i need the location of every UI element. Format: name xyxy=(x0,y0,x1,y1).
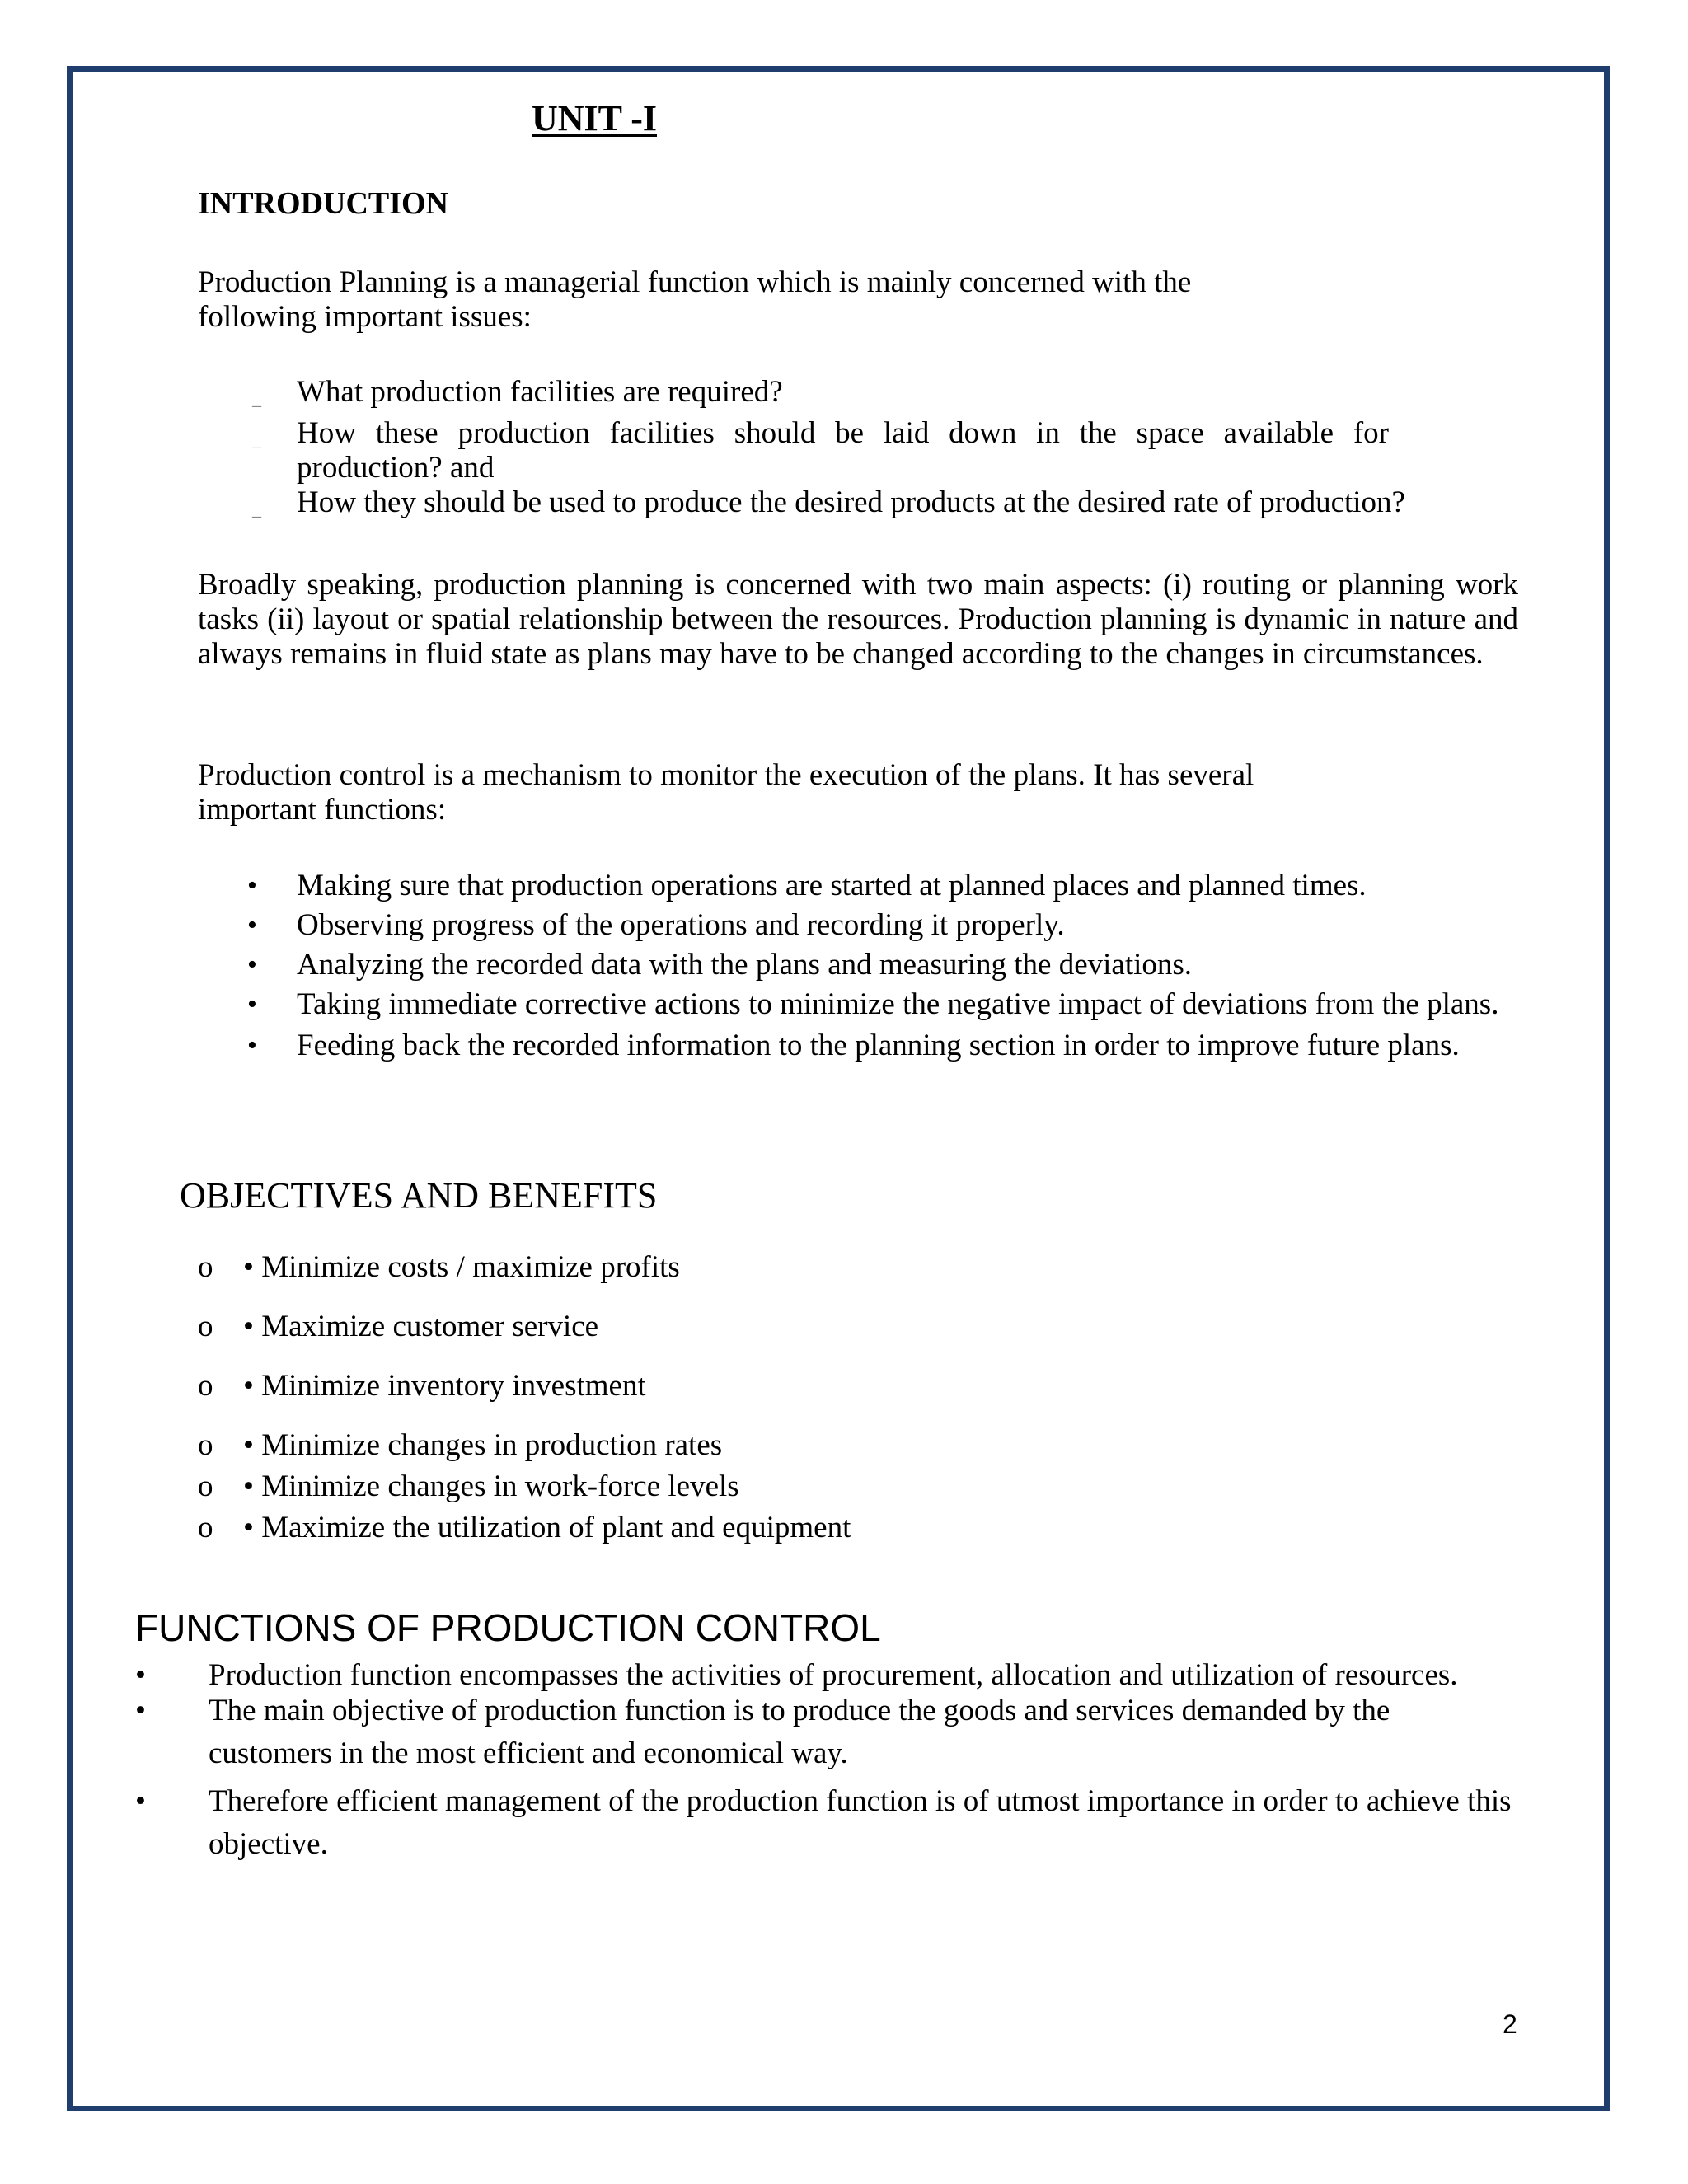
bullet-marker: • xyxy=(247,870,257,901)
circle-marker: o xyxy=(198,1310,213,1343)
list-item: • Analyzing the recorded data with the plans and measuring the deviations. xyxy=(247,948,1193,982)
dash-marker: _ xyxy=(252,499,261,519)
bullet-marker: • xyxy=(135,1658,146,1692)
bullet-marker: • xyxy=(247,949,257,980)
intro-paragraph-2: Broadly speaking, production planning is concerned with two main aspects: (i) routing or planning work tasks (ii) layout or spatial relationship between the resources. Production planning is dynamic in nature and always remains in fluid state as plans may have to be changed according to the changes in circumstances. xyxy=(198,568,1518,671)
dash-marker: _ xyxy=(252,388,261,409)
introduction-heading: INTRODUCTION xyxy=(198,186,449,221)
unit-title: UNIT -I xyxy=(532,98,658,138)
circle-marker: o xyxy=(198,1511,213,1544)
list-item: _ What production facilities are required? xyxy=(198,375,1500,410)
bullet-marker: • xyxy=(247,989,257,1019)
list-item: • Feeding back the recorded information to the planning section in order to improve future plans. xyxy=(247,1029,1460,1062)
list-item: o • Minimize costs / maximize profits xyxy=(198,1250,680,1284)
objectives-heading: OBJECTIVES AND BENEFITS xyxy=(180,1175,658,1216)
dash-marker: _ xyxy=(252,429,261,450)
list-item: o • Maximize customer service xyxy=(198,1310,599,1343)
list-item: • The main objective of production function is to produce the goods and services demanded by the customers in the most efficient and economical way. xyxy=(135,1690,1586,1775)
list-item: • Taking immediate corrective actions to minimize the negative impact of deviations from the plans. xyxy=(247,987,1499,1021)
list-item: _ How these production facilities should be laid down in the space available for production? and xyxy=(252,416,1389,485)
circle-marker: o xyxy=(198,1250,213,1284)
circle-marker: o xyxy=(198,1369,213,1403)
list-item: o • Minimize inventory investment xyxy=(198,1369,646,1403)
list-item: • Making sure that production operations are started at planned places and planned times. xyxy=(247,869,1367,902)
functions-heading: FUNCTIONS OF PRODUCTION CONTROL xyxy=(135,1606,881,1649)
circle-marker: o xyxy=(198,1428,213,1462)
intro-paragraph-3: Production control is a mechanism to monitor the execution of the plans. It has several important functions: xyxy=(198,758,1254,827)
bullet-marker: • xyxy=(135,1784,146,1818)
list-item: • Production function encompasses the activities of procurement, allocation and utilization of resources. xyxy=(135,1654,1586,1697)
list-item: o • Minimize changes in work-force levels xyxy=(198,1469,739,1503)
intro-paragraph-1: Production Planning is a managerial function which is mainly concerned with the following important issues: xyxy=(198,265,1192,334)
bullet-marker: • xyxy=(247,1030,257,1061)
bullet-marker: • xyxy=(135,1694,146,1727)
control-functions-list xyxy=(198,869,1518,1063)
bullet-marker: • xyxy=(247,910,257,940)
issues-list xyxy=(198,375,1500,520)
list-item: • Therefore efficient management of the production function is of utmost importance in order to achieve this objective. xyxy=(135,1780,1635,1866)
circle-marker: o xyxy=(198,1469,213,1503)
page-number: 2 xyxy=(1503,2009,1517,2039)
list-item: o • Minimize changes in production rates xyxy=(198,1428,723,1462)
list-item: • Observing progress of the operations and recording it properly. xyxy=(247,908,1065,942)
list-item: _ How they should be used to produce the desired products at the desired rate of production? xyxy=(198,485,1500,520)
list-item: o • Maximize the utilization of plant and equipment xyxy=(198,1511,851,1544)
